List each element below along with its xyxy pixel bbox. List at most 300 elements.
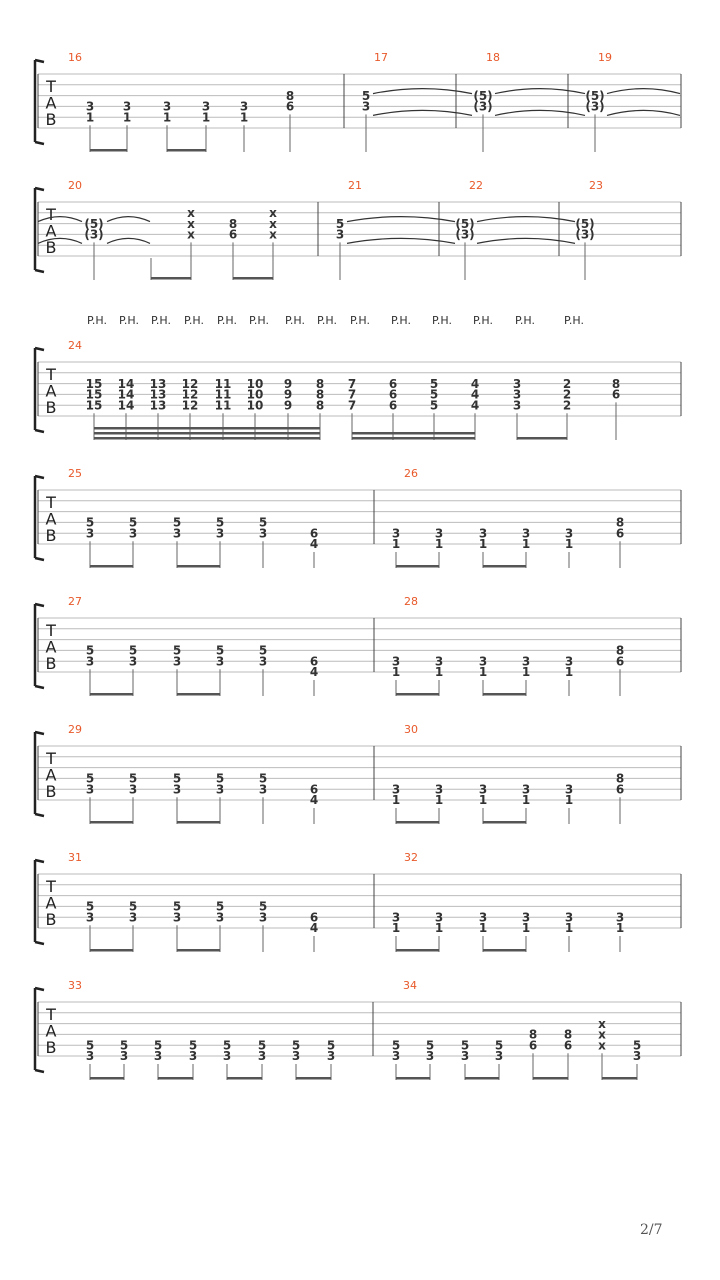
fret-number: 11 xyxy=(214,398,232,413)
fret-number: 3 xyxy=(257,1049,267,1064)
fret-number: 1 xyxy=(478,921,488,936)
tab-system xyxy=(35,723,681,824)
fret-number: 5 xyxy=(85,515,95,530)
fret-number: 5 xyxy=(429,387,439,402)
fret-number: 1 xyxy=(239,110,249,125)
fret-number: 13 xyxy=(149,387,167,402)
fret-number: 12 xyxy=(181,398,199,413)
measure-number: 19 xyxy=(598,51,612,64)
tie-arc xyxy=(495,110,585,115)
beam xyxy=(151,277,191,280)
system-bracket xyxy=(35,988,44,1072)
fret-number: 5 xyxy=(258,515,268,530)
fret-number: 14 xyxy=(117,387,135,402)
fret-number: 8 xyxy=(615,643,625,658)
fret-number: 4 xyxy=(470,376,480,391)
fret-number: (5) xyxy=(455,216,475,231)
measure-number: 28 xyxy=(404,595,418,608)
tab-clef-letter: A xyxy=(45,893,57,913)
fret-number: 4 xyxy=(309,793,319,808)
fret-number: 3 xyxy=(564,910,574,925)
fret-number: 5 xyxy=(222,1038,232,1053)
beam xyxy=(227,1077,262,1080)
fret-number: 5 xyxy=(632,1038,642,1053)
tab-clef-letter: A xyxy=(45,93,57,113)
fret-number: 3 xyxy=(128,910,138,925)
fret-number: 6 xyxy=(388,376,398,391)
fret-number: 8 xyxy=(615,515,625,530)
beam xyxy=(90,1077,124,1080)
fret-number: 6 xyxy=(309,782,319,797)
pinch-harmonic-label: P.H. xyxy=(432,314,452,327)
fret-number: 1 xyxy=(521,793,531,808)
fret-number: 1 xyxy=(521,665,531,680)
tie-arc xyxy=(607,89,680,94)
measure-number: 25 xyxy=(68,467,82,480)
fret-number: 5 xyxy=(258,771,268,786)
fret-number: x xyxy=(269,206,277,220)
beam xyxy=(177,565,220,568)
tie-arc xyxy=(607,110,680,115)
tie-arc xyxy=(373,110,472,115)
fret-number: 3 xyxy=(512,398,522,413)
fret-number: 3 xyxy=(521,782,531,797)
fret-number: 3 xyxy=(460,1049,470,1064)
fret-number: x xyxy=(187,227,195,242)
tab-system xyxy=(35,179,681,280)
fret-number: (5) xyxy=(473,88,493,103)
fret-number: 2 xyxy=(562,376,572,391)
fret-number: 1 xyxy=(85,110,95,125)
fret-number: 5 xyxy=(85,899,95,914)
system-bracket xyxy=(35,860,44,944)
pinch-harmonic-label: P.H. xyxy=(317,314,337,327)
pinch-harmonic-label: P.H. xyxy=(184,314,204,327)
fret-number: 13 xyxy=(149,376,167,391)
fret-number: x xyxy=(187,206,195,220)
fret-number: 3 xyxy=(521,526,531,541)
beam xyxy=(396,949,439,952)
fret-number: 1 xyxy=(564,665,574,680)
fret-number: 8 xyxy=(563,1027,573,1042)
fret-number: 5 xyxy=(128,771,138,786)
beam xyxy=(483,565,526,568)
fret-number: 6 xyxy=(309,910,319,925)
tab-clef-letter: B xyxy=(45,782,57,801)
fret-number: 3 xyxy=(128,782,138,797)
fret-number: 7 xyxy=(347,376,357,391)
fret-number: 3 xyxy=(119,1049,129,1064)
pinch-harmonic-label: P.H. xyxy=(285,314,305,327)
tab-clef-letter: A xyxy=(45,381,57,401)
beam xyxy=(465,1077,499,1080)
fret-number: 3 xyxy=(615,910,625,925)
fret-number: 3 xyxy=(521,910,531,925)
fret-number: 3 xyxy=(258,910,268,925)
fret-number: 6 xyxy=(309,526,319,541)
fret-number: 14 xyxy=(117,376,135,391)
fret-number: (3) xyxy=(473,99,493,114)
fret-number: 4 xyxy=(470,387,480,402)
fret-number: 1 xyxy=(564,793,574,808)
beam xyxy=(483,693,526,696)
tab-clef-letter: A xyxy=(45,1021,57,1041)
fret-number: x xyxy=(598,1027,606,1042)
fret-number: 3 xyxy=(434,910,444,925)
measure-number: 26 xyxy=(404,467,418,480)
fret-number: 2 xyxy=(562,398,572,413)
beam xyxy=(94,427,320,430)
beam xyxy=(396,565,439,568)
fret-number: 3 xyxy=(512,376,522,391)
tie-arc xyxy=(373,89,472,94)
fret-number: x xyxy=(269,216,277,231)
beam xyxy=(352,437,475,440)
fret-number: 12 xyxy=(181,387,199,402)
system-bracket xyxy=(35,476,44,560)
fret-number: (5) xyxy=(84,216,104,231)
fret-number: 3 xyxy=(258,654,268,669)
fret-number: 3 xyxy=(172,526,182,541)
tab-clef-letter: T xyxy=(46,493,56,512)
fret-number: (3) xyxy=(575,227,595,242)
pinch-harmonic-label: P.H. xyxy=(151,314,171,327)
fret-number: 9 xyxy=(283,398,293,413)
tab-clef-letter: A xyxy=(45,509,57,529)
fret-number: 3 xyxy=(128,526,138,541)
beam xyxy=(177,693,220,696)
tab-clef-letter: B xyxy=(45,398,57,417)
fret-number: 6 xyxy=(309,654,319,669)
fret-number: 6 xyxy=(528,1038,538,1053)
fret-number: 4 xyxy=(470,398,480,413)
fret-number: 8 xyxy=(315,398,325,413)
fret-number: 3 xyxy=(258,782,268,797)
fret-number: 3 xyxy=(564,526,574,541)
fret-number: 5 xyxy=(494,1038,504,1053)
tab-clef-letter: T xyxy=(46,365,56,384)
fret-number: 5 xyxy=(258,643,268,658)
fret-number: 3 xyxy=(391,1049,401,1064)
tab-clef-letter: B xyxy=(45,526,57,545)
beam xyxy=(396,693,439,696)
fret-number: 1 xyxy=(434,665,444,680)
tie-arc xyxy=(107,238,150,243)
fret-number: 3 xyxy=(391,782,401,797)
beam xyxy=(533,1077,568,1080)
fret-number: 1 xyxy=(391,665,401,680)
fret-number: 3 xyxy=(85,654,95,669)
system-bracket xyxy=(35,604,44,688)
fret-number: 10 xyxy=(246,387,264,402)
beam xyxy=(352,432,475,435)
tie-arc xyxy=(477,238,575,243)
fret-number: 12 xyxy=(181,376,199,391)
fret-number: 8 xyxy=(528,1027,538,1042)
tab-system xyxy=(35,595,681,696)
measure-number: 24 xyxy=(68,339,82,352)
tie-arc xyxy=(495,89,585,94)
fret-number: 3 xyxy=(85,910,95,925)
measure-number: 27 xyxy=(68,595,82,608)
fret-number: 5 xyxy=(172,899,182,914)
tab-system xyxy=(35,467,681,568)
pinch-harmonic-label: P.H. xyxy=(473,314,493,327)
fret-number: 4 xyxy=(309,665,319,680)
fret-number: 3 xyxy=(521,654,531,669)
pinch-harmonic-label: P.H. xyxy=(87,314,107,327)
pinch-harmonic-label: P.H. xyxy=(217,314,237,327)
fret-number: 5 xyxy=(172,643,182,658)
fret-number: 10 xyxy=(246,376,264,391)
beam xyxy=(602,1077,637,1080)
fret-number: 3 xyxy=(478,526,488,541)
fret-number: 6 xyxy=(615,526,625,541)
fret-number: 2 xyxy=(562,387,572,402)
fret-number: 11 xyxy=(214,387,232,402)
fret-number: 1 xyxy=(434,921,444,936)
fret-number: 5 xyxy=(391,1038,401,1053)
fret-number: 4 xyxy=(309,921,319,936)
tab-clef-letter: T xyxy=(46,749,56,768)
measure-number: 17 xyxy=(374,51,388,64)
fret-number: 3 xyxy=(215,910,225,925)
beam xyxy=(90,821,133,824)
fret-number: 3 xyxy=(188,1049,198,1064)
beam xyxy=(167,149,206,152)
fret-number: 8 xyxy=(615,771,625,786)
fret-number: (5) xyxy=(575,216,595,231)
tab-clef-letter: T xyxy=(46,77,56,96)
tie-arc xyxy=(477,217,575,222)
fret-number: 3 xyxy=(494,1049,504,1064)
tab-clef-letter: A xyxy=(45,221,57,241)
tab-system xyxy=(35,979,681,1080)
fret-number: (3) xyxy=(585,99,605,114)
tab-clef-letter: A xyxy=(45,637,57,657)
fret-number: 5 xyxy=(85,1038,95,1053)
tab-clef-letter: T xyxy=(46,1005,56,1024)
fret-number: 8 xyxy=(315,387,325,402)
fret-number: 9 xyxy=(283,387,293,402)
fret-number: 5 xyxy=(425,1038,435,1053)
fret-number: 5 xyxy=(85,771,95,786)
fret-number: 3 xyxy=(162,99,172,114)
fret-number: 5 xyxy=(215,515,225,530)
fret-number: 3 xyxy=(564,654,574,669)
fret-number: 3 xyxy=(201,99,211,114)
fret-number: 6 xyxy=(615,782,625,797)
fret-number: 1 xyxy=(434,793,444,808)
beam xyxy=(90,949,133,952)
fret-number: 5 xyxy=(119,1038,129,1053)
fret-number: 3 xyxy=(391,526,401,541)
fret-number: 5 xyxy=(153,1038,163,1053)
fret-number: 5 xyxy=(215,643,225,658)
fret-number: x xyxy=(187,216,195,231)
page-number: 2/7 xyxy=(640,1222,663,1238)
tab-system xyxy=(35,339,681,440)
fret-number: 3 xyxy=(215,526,225,541)
fret-number: 5 xyxy=(335,216,345,231)
fret-number: 3 xyxy=(478,782,488,797)
fret-number: (3) xyxy=(455,227,475,242)
fret-number: 5 xyxy=(257,1038,267,1053)
fret-number: 3 xyxy=(172,782,182,797)
beam xyxy=(483,949,526,952)
fret-number: 5 xyxy=(460,1038,470,1053)
beam xyxy=(396,1077,430,1080)
fret-number: 1 xyxy=(391,921,401,936)
fret-number: 8 xyxy=(315,376,325,391)
beam xyxy=(233,277,273,280)
fret-number: 5 xyxy=(215,771,225,786)
fret-number: 3 xyxy=(564,782,574,797)
tab-clef-letter: A xyxy=(45,765,57,785)
measure-number: 30 xyxy=(404,723,418,736)
fret-number: 5 xyxy=(215,899,225,914)
fret-number: 5 xyxy=(172,771,182,786)
fret-number: 6 xyxy=(615,654,625,669)
fret-number: 11 xyxy=(214,376,232,391)
pinch-harmonic-label: P.H. xyxy=(391,314,411,327)
beam xyxy=(177,821,220,824)
pinch-harmonic-label: P.H. xyxy=(515,314,535,327)
fret-number: 6 xyxy=(388,387,398,402)
fret-number: 7 xyxy=(347,398,357,413)
fret-number: 3 xyxy=(478,910,488,925)
fret-number: 3 xyxy=(434,654,444,669)
fret-number: 15 xyxy=(85,398,103,413)
fret-number: 5 xyxy=(429,398,439,413)
fret-number: 8 xyxy=(285,88,295,103)
fret-number: 3 xyxy=(326,1049,336,1064)
beam xyxy=(483,821,526,824)
measure-number: 31 xyxy=(68,851,82,864)
fret-number: 5 xyxy=(128,899,138,914)
fret-number: 3 xyxy=(172,910,182,925)
fret-number: 5 xyxy=(85,643,95,658)
pinch-harmonic-label: P.H. xyxy=(249,314,269,327)
fret-number: 15 xyxy=(85,376,103,391)
fret-number: 1 xyxy=(564,921,574,936)
fret-number: x xyxy=(598,1016,606,1031)
fret-number: 6 xyxy=(611,387,621,402)
fret-number: x xyxy=(269,227,277,242)
fret-number: 3 xyxy=(434,526,444,541)
fret-number: 3 xyxy=(434,782,444,797)
fret-number: 1 xyxy=(564,537,574,552)
fret-number: 5 xyxy=(188,1038,198,1053)
fret-number: 1 xyxy=(478,793,488,808)
fret-number: 3 xyxy=(478,654,488,669)
measure-number: 22 xyxy=(469,179,483,192)
fret-number: 14 xyxy=(117,398,135,413)
fret-number: 3 xyxy=(215,782,225,797)
system-bracket xyxy=(35,188,44,272)
pinch-harmonic-label: P.H. xyxy=(119,314,139,327)
beam xyxy=(90,149,127,152)
measure-number: 32 xyxy=(404,851,418,864)
tab-clef-letter: B xyxy=(45,654,57,673)
fret-number: 6 xyxy=(285,99,295,114)
fret-number: 5 xyxy=(291,1038,301,1053)
fret-number: 7 xyxy=(347,387,357,402)
fret-number: 15 xyxy=(85,387,103,402)
fret-number: 4 xyxy=(309,537,319,552)
fret-number: (3) xyxy=(84,227,104,242)
tab-clef-letter: B xyxy=(45,238,57,257)
fret-number: 3 xyxy=(291,1049,301,1064)
fret-number: 5 xyxy=(128,643,138,658)
measure-number: 21 xyxy=(348,179,362,192)
fret-number: 1 xyxy=(434,537,444,552)
fret-number: 1 xyxy=(521,921,531,936)
fret-number: 8 xyxy=(611,376,621,391)
measure-number: 23 xyxy=(589,179,603,192)
fret-number: 8 xyxy=(228,216,238,231)
measure-number: 29 xyxy=(68,723,82,736)
fret-number: 1 xyxy=(122,110,132,125)
fret-number: 3 xyxy=(153,1049,163,1064)
beam xyxy=(94,432,320,435)
beam xyxy=(158,1077,193,1080)
measure-number: 16 xyxy=(68,51,82,64)
pinch-harmonic-label: P.H. xyxy=(350,314,370,327)
fret-number: 3 xyxy=(128,654,138,669)
beam xyxy=(94,437,320,440)
beam xyxy=(90,565,133,568)
fret-number: 3 xyxy=(85,782,95,797)
system-bracket xyxy=(35,348,44,432)
fret-number: 3 xyxy=(335,227,345,242)
beam xyxy=(396,821,439,824)
fret-number: 5 xyxy=(128,515,138,530)
measure-number: 33 xyxy=(68,979,82,992)
fret-number: 6 xyxy=(388,398,398,413)
fret-number: 6 xyxy=(228,227,238,242)
measure-number: 34 xyxy=(403,979,417,992)
fret-number: 3 xyxy=(85,1049,95,1064)
fret-number: 13 xyxy=(149,398,167,413)
fret-number: 3 xyxy=(222,1049,232,1064)
fret-number: 1 xyxy=(391,793,401,808)
fret-number: 5 xyxy=(361,88,371,103)
tab-clef-letter: T xyxy=(46,877,56,896)
fret-number: 9 xyxy=(283,376,293,391)
fret-number: 3 xyxy=(632,1049,642,1064)
fret-number: 1 xyxy=(478,665,488,680)
fret-number: 3 xyxy=(85,526,95,541)
tab-system xyxy=(35,51,681,152)
beam xyxy=(177,949,220,952)
fret-number: 1 xyxy=(201,110,211,125)
tab-clef-letter: B xyxy=(45,910,57,929)
beam xyxy=(296,1077,331,1080)
measure-number: 20 xyxy=(68,179,82,192)
fret-number: 3 xyxy=(391,654,401,669)
fret-number: 3 xyxy=(512,387,522,402)
pinch-harmonic-label: P.H. xyxy=(564,314,584,327)
tab-clef-letter: T xyxy=(46,205,56,224)
fret-number: 3 xyxy=(85,99,95,114)
fret-number: (5) xyxy=(585,88,605,103)
tab-clef-letter: T xyxy=(46,621,56,640)
fret-number: 1 xyxy=(478,537,488,552)
beam xyxy=(90,693,133,696)
fret-number: 5 xyxy=(172,515,182,530)
fret-number: 6 xyxy=(563,1038,573,1053)
